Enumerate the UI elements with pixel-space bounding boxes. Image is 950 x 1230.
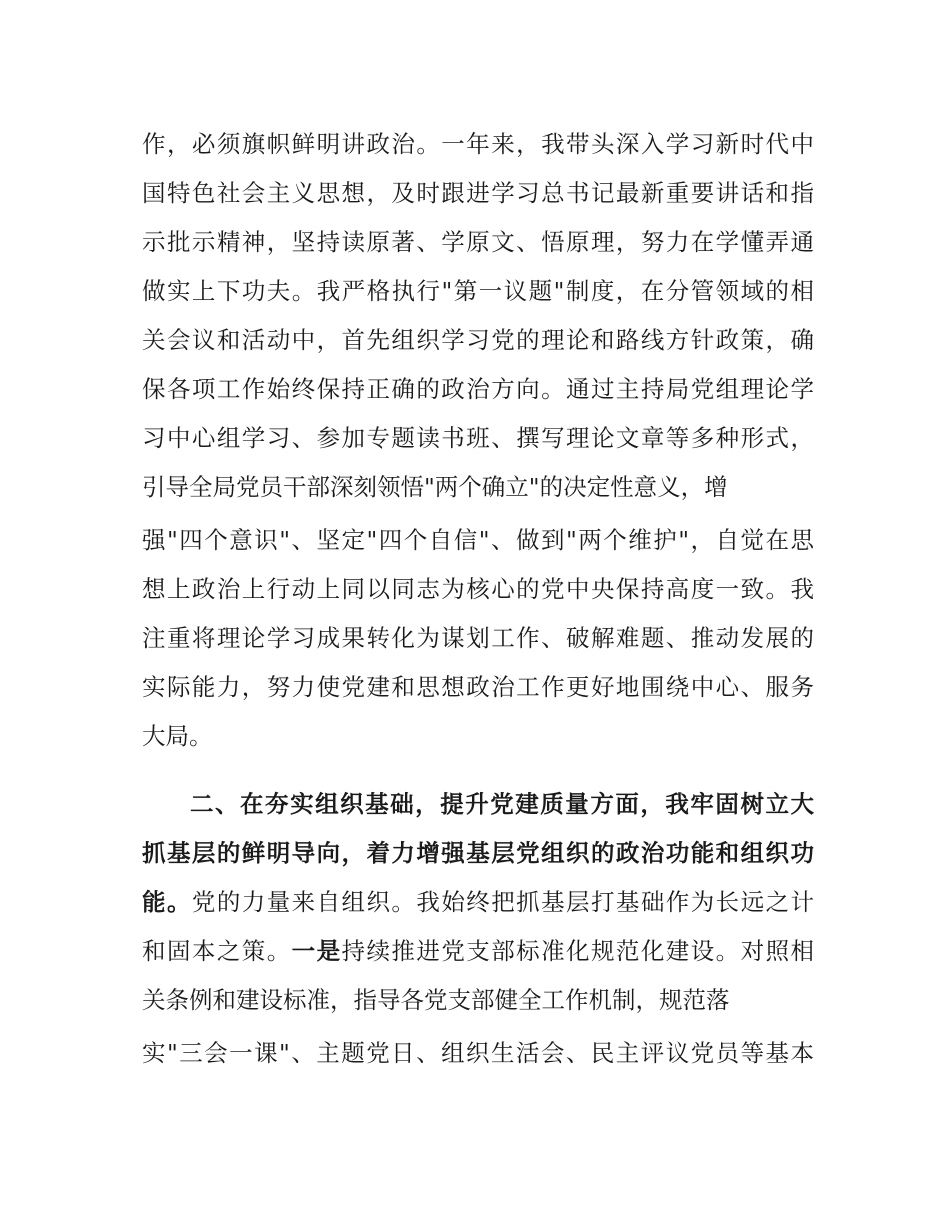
paragraph-2-line-4-post: 持续推进党支部标准化规范化建设。对照相 <box>341 937 815 965</box>
paragraph-1-line-9: 强"四个意识"、坚定"四个自信"、做到"两个维护"，自觉在思 <box>142 526 814 554</box>
paragraph-1-line-2: 国特色社会主义思想，及时跟进学习总书记最新重要讲话和指 <box>142 179 814 207</box>
paragraph-1-line-7: 习中心组学习、参加专题读书班、撰写理论文章等多种形式， <box>142 424 814 452</box>
paragraph-2-line-3 <box>142 885 814 919</box>
paragraph-2-line-3-text: 党的力量来自组织。我始终把抓基层打基础作为长远之计 <box>191 888 815 916</box>
paragraph-1-line-12: 实际能力，努力使党建和思想政治工作更好地围绕中心、服务 <box>142 673 814 701</box>
paragraph-1-line-8: 引导全局党员干部深刻领悟"两个确立"的决定性意义，增 <box>142 473 728 501</box>
paragraph-1-line-13: 大局。 <box>142 722 213 750</box>
paragraph-1-line-10: 想上政治上行动上同以同志为核心的党中央保持高度一致。我 <box>142 575 814 603</box>
paragraph-1-line-4: 做实上下功夫。我严格执行"第一议题"制度，在分管领域的相 <box>142 277 814 305</box>
paragraph-2-line-6: 实"三会一课"、主题党日、组织生活会、民主评议党员等基本 <box>142 1039 814 1067</box>
paragraph-1-line-3: 示批示精神，坚持读原著、学原文、悟原理，努力在学懂弄通 <box>142 228 814 256</box>
paragraph-1-line-11: 注重将理论学习成果转化为谋划工作、破解难题、推动发展的 <box>142 624 814 652</box>
paragraph-2-line-4 <box>142 934 814 968</box>
paragraph-1-line-6: 保各项工作始终保持正确的政治方向。通过主持局党组理论学 <box>142 375 814 403</box>
paragraph-2-line-4-pre: 和固本之策。 <box>142 937 292 965</box>
paragraph-2-heading-line-1: 二、在夯实组织基础，提升党建质量方面，我牢固树立大 <box>190 790 814 818</box>
paragraph-2-heading-end: 能。 <box>142 888 192 916</box>
paragraph-2-line-5: 关条例和建设标准，指导各党支部健全工作机制，规范落 <box>142 986 730 1014</box>
paragraph-1-line-1: 作，必须旗帜鲜明讲政治。一年来，我带头深入学习新时代中 <box>142 130 814 158</box>
paragraph-2-item-marker-first: 一是 <box>291 937 342 965</box>
paragraph-1-line-5: 关会议和活动中，首先组织学习党的理论和路线方针政策，确 <box>142 326 814 354</box>
paragraph-2-heading-line-2: 抓基层的鲜明导向，着力增强基层党组织的政治功能和组织功 <box>142 839 814 867</box>
